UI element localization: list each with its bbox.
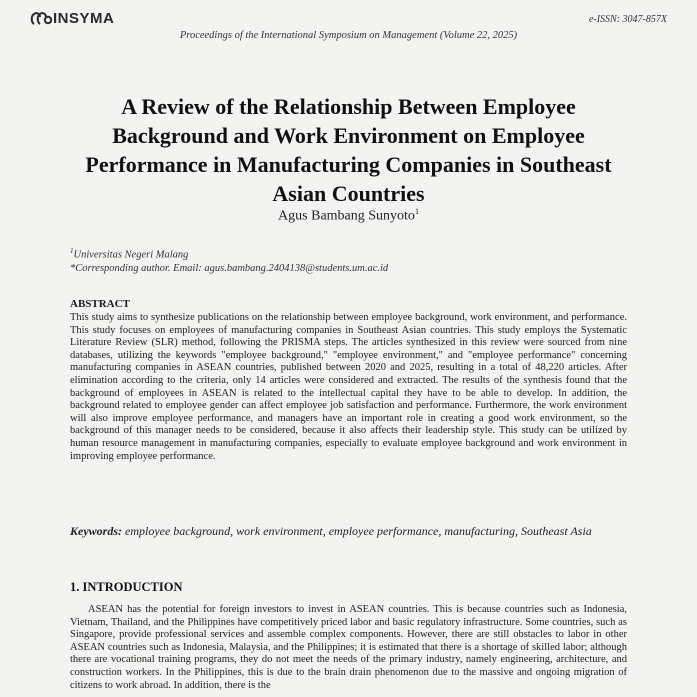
author-superscript: 1 <box>414 207 419 216</box>
introduction-heading: 1. INTRODUCTION <box>70 580 183 594</box>
corresponding-author: *Corresponding author. Email: agus.bambang.2404138@students.um.ac.id <box>70 262 389 274</box>
introduction-body: ASEAN has the potential for foreign investors to invest in ASEAN countries. This is because countries such as Indonesia, Vietnam, Thailand, and the Philippines have competitively priced labor and basic regulatory infrastructure. Some countries, such as Singapore, provide professional services and assemble complex components. However, there are still obstacles to labor in other ASEAN countries such as Indonesia, Malaysia, and the Philippines; it is estimated that there is a shortage of skilled labor; although there are vocational training programs, they do not meet the needs of the primary industry, namely engineering, architecture, and construction workers. In the Philippines, this is due to the brain drain phenomenon due to the massive and ongoing migration of citizens to work abroad. In addition, there is the <box>70 604 627 691</box>
issn-number: e-ISSN: 3047-857X <box>588 14 667 25</box>
proceedings-running-head: Proceedings of the International Symposium on Management (Volume 22, 2025) <box>179 30 518 41</box>
keywords-label: Keywords: <box>70 524 122 538</box>
abstract-heading: ABSTRACT <box>70 298 130 310</box>
logo-text: INSYMA <box>53 10 115 27</box>
affiliation-line <box>70 245 388 262</box>
abstract-body: This study aims to synthesize publications on the relationship between employee background, work environment, and performance. This study focuses on employees of manufacturing companies in Southeast Asian countries. This study employs the Systematic Literature Review (SLR) method, following the PRISMA steps. The articles synthesized in this review were sourced from nine databases, utilizing the keywords "employee background," "employee environment," and "employee performance" concerning manufacturing companies in ASEAN countries, published between 2020 and 2025, resulting in a total of 48,220 articles. After elimination according to the criteria, only 14 articles were considered and extracted. The results of the synthesis found that the background of employees in ASEAN is related to the intellectual capital they have to be able to develop. In addition, the background related to employee gender can affect employee job satisfaction and performance. Furthermore, the work environment will also improve employee performance, and managers have an important role in creating a good work environment, so the background of this manager needs to be considered, because it also affects their leadership style. This study can be utilized by human resource management in manufacturing companies, especially to evaluate employee background and work environment in improving employee performance. <box>70 312 627 462</box>
insyma-mark-icon <box>30 11 52 27</box>
keywords-text: employee background, work environment, employee performance, manufacturing, Southeast Asia <box>125 524 592 538</box>
paper-title: A Review of the Relationship Between Employee Background and Work Environment on Employee Performance in Manufacturing Companies in Southeast Asian Countries <box>85 94 612 206</box>
affiliation-name: Universitas Negeri Malang <box>73 249 189 261</box>
author-name: Agus Bambang Sunyoto <box>278 208 415 224</box>
author-line <box>0 207 697 225</box>
affiliation-block <box>70 245 388 275</box>
insyma-logo <box>30 10 114 27</box>
keywords-block <box>70 524 627 538</box>
affiliation-superscript: 1 <box>70 247 74 255</box>
